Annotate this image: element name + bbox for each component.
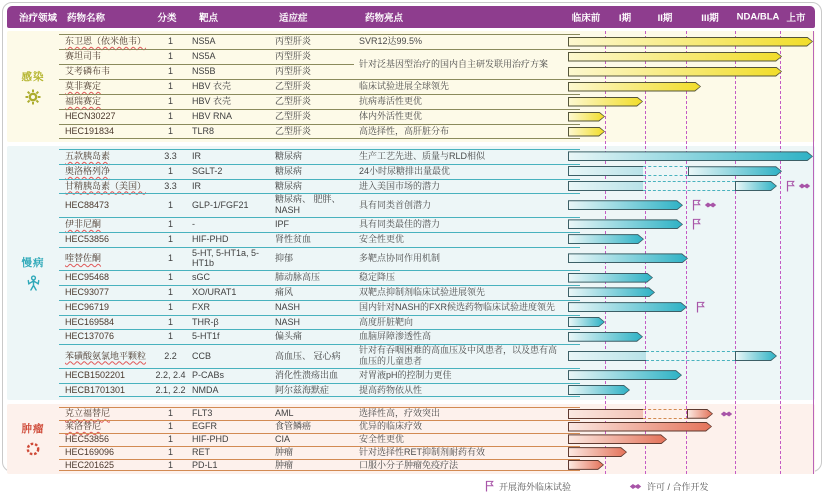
drug-target-cell: NS5A: [192, 35, 275, 48]
drug-highlight-cell: 针对有吞咽困难的高血压及中风患者，以及患有高血压的儿童患者: [359, 344, 568, 368]
bar-segment-arrow: [735, 351, 777, 361]
drug-indication-cell: 抑郁: [275, 252, 359, 265]
drug-indication-cell: 痛风: [275, 286, 359, 299]
flag-icon: [786, 180, 795, 192]
drug-name-cell: 艾考磷布韦: [59, 65, 152, 78]
legend: [7, 478, 815, 494]
pipeline-row: [59, 193, 815, 217]
bar-segment-arrow: [568, 287, 655, 297]
col-header-drug-name: 药物名称: [67, 10, 105, 24]
pipeline-row: [59, 270, 815, 285]
drug-class-cell: 1: [152, 271, 192, 284]
drug-target-cell: FLT3: [192, 407, 275, 420]
phase-progress-cell: [568, 329, 815, 344]
drug-target-cell: IR: [192, 180, 275, 193]
section-label-oncology: [7, 407, 59, 471]
section-label-chronic: [7, 149, 59, 397]
pipeline-row: [59, 124, 815, 139]
bar-segment-arrow: [568, 332, 643, 342]
section-title: 肿瘤: [22, 421, 45, 436]
flag-icon: [696, 301, 705, 313]
phase-progress-cell: [568, 217, 815, 232]
phase-progress-cell: [568, 94, 815, 109]
drug-name-cell: 伊非尼酮: [59, 218, 152, 231]
bar-fill: [569, 220, 682, 228]
drug-class-cell: 2.2: [152, 350, 192, 363]
bar-fill: [569, 423, 711, 431]
drug-indication-cell: 糖尿病: [275, 180, 359, 193]
col-header-indication: 适应症: [279, 10, 308, 24]
pipeline-row: [59, 232, 815, 247]
bar-fill: [569, 113, 604, 121]
pipeline-row: [59, 315, 815, 330]
table-header: [7, 6, 815, 28]
bar-segment-dashed: [646, 351, 735, 361]
drug-highlight-cell: 优异的临床疗效: [359, 420, 568, 433]
section-rows: [59, 407, 815, 471]
drug-target-cell: THR-β: [192, 316, 275, 329]
drug-name-cell: 奥洛格列净: [59, 165, 152, 178]
bar-fill: [569, 448, 626, 456]
drug-target-cell: EGFR: [192, 420, 275, 433]
pipeline-row: [59, 79, 815, 94]
bar-fill: [569, 435, 666, 443]
drug-highlight-cell: 对胃液pH的控制力更佳: [359, 369, 568, 382]
drug-class-cell: 1: [152, 316, 192, 329]
pipeline-row: [59, 247, 815, 271]
drug-target-cell: RET: [192, 446, 275, 459]
bar-segment-arrow: [568, 385, 630, 395]
drug-class-cell: 1: [152, 446, 192, 459]
drug-highlight-cell: 多靶点协同作用机制: [359, 252, 568, 265]
section-infection: [7, 31, 815, 142]
drug-highlight-cell: 具有同类最佳的潜力: [359, 218, 568, 231]
bar-fill: [736, 182, 776, 190]
bar-segment-arrow: [568, 82, 701, 92]
drug-class-cell: 1: [152, 35, 192, 48]
bar-segment-arrow: [568, 112, 605, 122]
drug-class-cell: 1: [152, 433, 192, 446]
drug-indication-cell: 肾性贫血: [275, 233, 359, 246]
phase-progress-cell: [568, 300, 815, 315]
drug-highlight-cell: 临床试验进展全球领先: [359, 80, 568, 93]
drug-indication-cell: 丙型肝炎: [275, 65, 359, 78]
drug-class-cell: 1: [152, 286, 192, 299]
drug-name-cell: HECB1701301: [59, 384, 152, 397]
bar-segment-arrow: [568, 422, 712, 432]
drug-name-cell: 莫非赛定: [59, 80, 152, 93]
phase-progress-cell: [568, 407, 815, 420]
pipeline-row: [59, 179, 815, 194]
drug-indication-cell: 乙型肝炎: [275, 110, 359, 123]
drug-class-cell: 1: [152, 252, 192, 265]
bar-segment-solid: [568, 181, 643, 191]
drug-indication-cell: 肺动脉高压: [275, 271, 359, 284]
drug-target-cell: NS5A: [192, 50, 275, 63]
drug-highlight-cell: 稳定降压: [359, 271, 568, 284]
phase-progress-cell: [568, 34, 815, 49]
drug-target-cell: GLP-1/FGF21: [192, 199, 275, 212]
bar-segment-arrow: [568, 37, 813, 47]
drug-indication-cell: 乙型肝炎: [275, 125, 359, 138]
drug-name-cell: HEC53856: [59, 233, 152, 246]
phase-progress-cell: [568, 446, 815, 459]
pipeline-row: [59, 217, 815, 232]
drug-class-cell: 1: [152, 301, 192, 314]
pipeline-row: [59, 149, 815, 164]
bar-fill: [689, 167, 781, 175]
phase-progress-cell: [568, 270, 815, 285]
drug-highlight-cell: 选择性高，疗效突出: [359, 407, 568, 420]
bar-segment-arrow: [687, 409, 713, 419]
bar-fill: [569, 235, 643, 243]
pipeline-panel: [7, 6, 815, 494]
phase-progress-cell: [568, 49, 815, 64]
bar-fill: [569, 68, 781, 76]
section-chronic: [7, 146, 815, 400]
phase-progress-cell: [568, 420, 815, 433]
bar-segment-dashed: [643, 409, 687, 419]
bar-segment-arrow: [568, 370, 682, 380]
bar-fill: [569, 461, 603, 469]
bar-segment-solid: [568, 409, 643, 419]
drug-name-cell: HEC191834: [59, 125, 152, 138]
drug-target-cell: HBV 衣壳: [192, 95, 275, 108]
drug-indication-cell: 乙型肝炎: [275, 80, 359, 93]
phase-progress-cell: [568, 179, 815, 194]
drug-highlight-cell: 安全性更优: [359, 433, 568, 446]
pipeline-row: [59, 94, 815, 109]
bar-fill: [569, 371, 681, 379]
drug-target-cell: IR: [192, 150, 275, 163]
bar-segment-arrow: [735, 181, 777, 191]
drug-indication-cell: 糖尿病: [275, 165, 359, 178]
pipeline-sections: [7, 31, 815, 474]
phase-header-phase1: I期: [619, 10, 631, 24]
drug-highlight-cell: 抗病毒活性更优: [359, 95, 568, 108]
drug-name-cell: HEC93077: [59, 286, 152, 299]
drug-target-cell: -: [192, 218, 275, 231]
drug-indication-cell: 食管鳞癌: [275, 420, 359, 433]
drug-class-cell: 1: [152, 218, 192, 231]
drug-class-cell: 1: [152, 95, 192, 108]
drug-name-cell: 莱洛替尼: [59, 420, 152, 433]
drug-indication-cell: 高血压、 冠心病: [275, 350, 359, 363]
drug-name-cell: 甘精胰岛素（美国）: [59, 180, 152, 193]
bar-segment-arrow: [568, 460, 604, 470]
bar-segment-dashed: [643, 166, 688, 176]
drug-target-cell: NS5B: [192, 65, 275, 78]
drug-class-cell: 1: [152, 199, 192, 212]
drug-name-cell: HEC201625: [59, 459, 152, 472]
bar-segment-arrow: [568, 151, 813, 161]
gear-icon: [25, 89, 41, 105]
drug-target-cell: HBV 衣壳: [192, 80, 275, 93]
drug-indication-cell: 阿尔兹海默症: [275, 384, 359, 397]
phase-progress-cell: [568, 459, 815, 472]
drug-indication-cell: CIA: [275, 433, 359, 446]
drug-name-cell: 福瑞赛定: [59, 95, 152, 108]
drug-highlight-cell: 针对泛基因型治疗的国内自主研发联用治疗方案: [359, 58, 568, 71]
section-title: 感染: [22, 69, 45, 84]
bar-fill: [569, 38, 812, 46]
pipeline-row: [59, 407, 815, 420]
bar-fill: [569, 83, 700, 91]
drug-indication-cell: IPF: [275, 218, 359, 231]
bar-fill: [569, 318, 604, 326]
bar-fill: [569, 333, 642, 341]
bar-segment-arrow: [688, 166, 782, 176]
drug-name-cell: HEC53856: [59, 433, 152, 446]
bar-segment-arrow: [568, 302, 687, 312]
drug-target-cell: sGC: [192, 271, 275, 284]
section-label-infection: [7, 34, 59, 139]
handshake-icon: [704, 201, 717, 210]
drug-highlight-cell: 高选择性，高肝脏分布: [359, 125, 568, 138]
drug-name-cell: HEC88473: [59, 199, 152, 212]
drug-indication-cell: NASH: [275, 316, 359, 329]
drug-target-cell: XO/URAT1: [192, 286, 275, 299]
drug-indication-cell: NASH: [275, 301, 359, 314]
pipeline-row: [59, 420, 815, 433]
phase-header-phase3: III期: [701, 10, 718, 24]
drug-highlight-cell: 血脑屏障渗透性高: [359, 330, 568, 343]
drug-indication-cell: 乙型肝炎: [275, 95, 359, 108]
phase-header-marketed: 上市: [786, 10, 805, 24]
drug-class-cell: 3.3: [152, 180, 192, 193]
col-header-class: 分类: [157, 10, 176, 24]
drug-target-cell: P-CABs: [192, 369, 275, 382]
flag-icon: [692, 218, 701, 230]
bar-segment-arrow: [568, 200, 683, 210]
section-rows: [59, 34, 815, 139]
phase-progress-cell: [568, 285, 815, 300]
legend-license-codev: [629, 480, 709, 493]
phase-progress-cell: [568, 344, 815, 368]
drug-class-cell: 2.1, 2.2: [152, 384, 192, 397]
person-icon: [26, 275, 41, 292]
col-header-therapeutic-area: 治疗领域: [19, 10, 57, 24]
bar-fill: [736, 352, 776, 360]
bar-segment-arrow: [568, 273, 653, 283]
phase-progress-cell: [568, 193, 815, 217]
drug-indication-cell: 肿瘤: [275, 446, 359, 459]
phase-progress-cell: [568, 315, 815, 330]
drug-name-cell: 五款胰岛素: [59, 150, 152, 163]
drug-name-cell: HECN30227: [59, 110, 152, 123]
bar-segment-solid: [568, 166, 643, 176]
phase-header-nda-bla: NDA/BLA: [737, 12, 780, 23]
drug-target-cell: HIF-PHD: [192, 233, 275, 246]
phase-progress-cell: [568, 383, 815, 398]
pipeline-row: [59, 109, 815, 124]
drug-target-cell: 5-HT, 5-HT1a, 5-HT1b: [192, 247, 275, 271]
legend-label: 开展海外临床试验: [499, 480, 571, 493]
drug-class-cell: 1: [152, 50, 192, 63]
drug-indication-cell: 肿瘤: [275, 459, 359, 472]
bar-fill: [569, 303, 686, 311]
pipeline-row: [59, 164, 815, 179]
pipeline-row: [59, 285, 815, 300]
drug-name-cell: 赛坦司韦: [59, 50, 152, 63]
pipeline-row: [59, 433, 815, 446]
drug-name-cell: HEC137076: [59, 330, 152, 343]
pipeline-row: [59, 329, 815, 344]
legend-overseas-trials: [485, 480, 571, 493]
drug-name-cell: HEC169096: [59, 446, 152, 459]
drug-class-cell: 1: [152, 65, 192, 78]
drug-highlight-cell: 提高药物依从性: [359, 384, 568, 397]
drug-highlight-cell: 国内针对NASH的FXR候选药物临床试验进度领先: [359, 301, 568, 314]
pipeline-row: [59, 459, 815, 472]
section-title: 慢病: [22, 255, 45, 270]
drug-indication-cell: 消化性溃疡出血: [275, 369, 359, 382]
drug-class-cell: 1: [152, 420, 192, 433]
drug-highlight-cell: 进入美国市场的潜力: [359, 180, 568, 193]
pipeline-row: [59, 344, 815, 368]
drug-class-cell: 2.2, 2.4: [152, 369, 192, 382]
bar-fill: [569, 128, 604, 136]
drug-name-cell: HECB1502201: [59, 369, 152, 382]
drug-class-cell: 1: [152, 407, 192, 420]
phase-progress-cell: [568, 368, 815, 383]
bar-segment-arrow: [568, 234, 644, 244]
drug-name-cell: 苯磺酸氨氯地平颗粒: [59, 350, 152, 363]
pipeline-row: [59, 368, 815, 383]
drug-target-cell: 5-HT1f: [192, 330, 275, 343]
bar-segment-arrow: [568, 434, 667, 444]
pipeline-row: [59, 446, 815, 459]
drug-highlight-cell: 24小时尿糖排出量最优: [359, 165, 568, 178]
drug-indication-cell: 丙型肝炎: [275, 35, 359, 48]
phase-progress-cell: [568, 232, 815, 247]
drug-class-cell: 1: [152, 330, 192, 343]
drug-target-cell: CCB: [192, 350, 275, 363]
section-rows: [59, 149, 815, 397]
flag-icon: [692, 199, 701, 211]
drug-indication-cell: AML: [275, 407, 359, 420]
drug-highlight-cell: 体内外活性更优: [359, 110, 568, 123]
bar-segment-arrow: [568, 219, 683, 229]
pipeline-row: [59, 34, 815, 49]
pipeline-row: [59, 383, 815, 398]
bar-fill: [569, 201, 682, 209]
handshake-icon: [798, 181, 811, 190]
bar-segment-arrow: [568, 67, 782, 77]
drug-name-cell: 喹替佐酮: [59, 252, 152, 265]
col-header-highlight: 药物亮点: [365, 10, 403, 24]
drug-highlight-cell: 具有同类首创潜力: [359, 199, 568, 212]
phase-progress-cell: [568, 164, 815, 179]
drug-indication-cell: 糖尿病、 肥胖、 NASH: [275, 193, 359, 217]
flag-icon: [485, 480, 494, 492]
drug-class-cell: 1: [152, 80, 192, 93]
phase-header-preclinical: 临床前: [572, 10, 601, 24]
phase-progress-cell: [568, 433, 815, 446]
bar-fill: [569, 53, 781, 61]
drug-class-cell: 1: [152, 459, 192, 472]
drug-highlight-cell: 高度肝脏靶向: [359, 316, 568, 329]
bar-segment-arrow: [568, 447, 627, 457]
drug-highlight-cell: 生产工艺先进、质量与RLD相似: [359, 150, 568, 163]
drug-class-cell: 1: [152, 165, 192, 178]
drug-highlight-cell: 安全性更优: [359, 233, 568, 246]
pipeline-row: [59, 300, 815, 315]
drug-highlight-cell: 口服小分子肿瘤免疫疗法: [359, 459, 568, 472]
bar-segment-arrow: [568, 253, 688, 263]
drug-target-cell: PD-L1: [192, 459, 275, 472]
phase-progress-cell: [568, 64, 815, 79]
phase-header-phase2: II期: [658, 10, 673, 24]
drug-target-cell: NMDA: [192, 384, 275, 397]
bar-segment-arrow: [568, 317, 605, 327]
drug-name-cell: 东卫恩（依米他韦）: [59, 35, 152, 48]
drug-indication-cell: 偏头痛: [275, 330, 359, 343]
phase-progress-cell: [568, 149, 815, 164]
drug-name-cell: HEC95468: [59, 271, 152, 284]
drug-class-cell: 1: [152, 125, 192, 138]
legend-label: 许可 / 合作开发: [647, 480, 709, 493]
bar-fill: [569, 386, 629, 394]
pipeline-row: [59, 49, 815, 64]
cell-icon: [25, 441, 41, 457]
drug-name-cell: HEC96719: [59, 301, 152, 314]
phase-progress-cell: [568, 79, 815, 94]
drug-indication-cell: 丙型肝炎: [275, 50, 359, 63]
bar-segment-solid: [568, 351, 646, 361]
handshake-icon: [629, 482, 642, 491]
bar-segment-dashed: [643, 181, 735, 191]
bar-fill: [569, 288, 654, 296]
bar-fill: [569, 98, 642, 106]
drug-highlight-cell: 针对选择性RET抑制剂耐药有效: [359, 446, 568, 459]
bar-fill: [569, 254, 687, 262]
phase-progress-cell: [568, 109, 815, 124]
drug-class-cell: 3.3: [152, 150, 192, 163]
drug-target-cell: FXR: [192, 301, 275, 314]
col-header-target: 靶点: [199, 10, 218, 24]
drug-name-cell: HEC169584: [59, 316, 152, 329]
drug-target-cell: TLR8: [192, 125, 275, 138]
drug-target-cell: SGLT-2: [192, 165, 275, 178]
drug-indication-cell: 糖尿病: [275, 150, 359, 163]
bar-fill: [569, 152, 812, 160]
drug-target-cell: HIF-PHD: [192, 433, 275, 446]
drug-target-cell: HBV RNA: [192, 110, 275, 123]
phase-progress-cell: [568, 247, 815, 271]
drug-highlight-cell: 双靶点抑制剂临床试验进展领先: [359, 286, 568, 299]
drug-name-cell: 克立福替尼: [59, 407, 152, 420]
handshake-icon: [720, 409, 733, 418]
bar-fill: [569, 274, 652, 282]
bar-fill: [688, 410, 712, 418]
bar-segment-arrow: [568, 127, 605, 137]
drug-class-cell: 1: [152, 110, 192, 123]
phase-progress-cell: [568, 124, 815, 139]
drug-class-cell: 1: [152, 233, 192, 246]
bar-segment-arrow: [568, 97, 643, 107]
section-oncology: [7, 404, 815, 474]
drug-highlight-cell: SVR12达99.5%: [359, 35, 568, 48]
bar-segment-arrow: [568, 52, 782, 62]
